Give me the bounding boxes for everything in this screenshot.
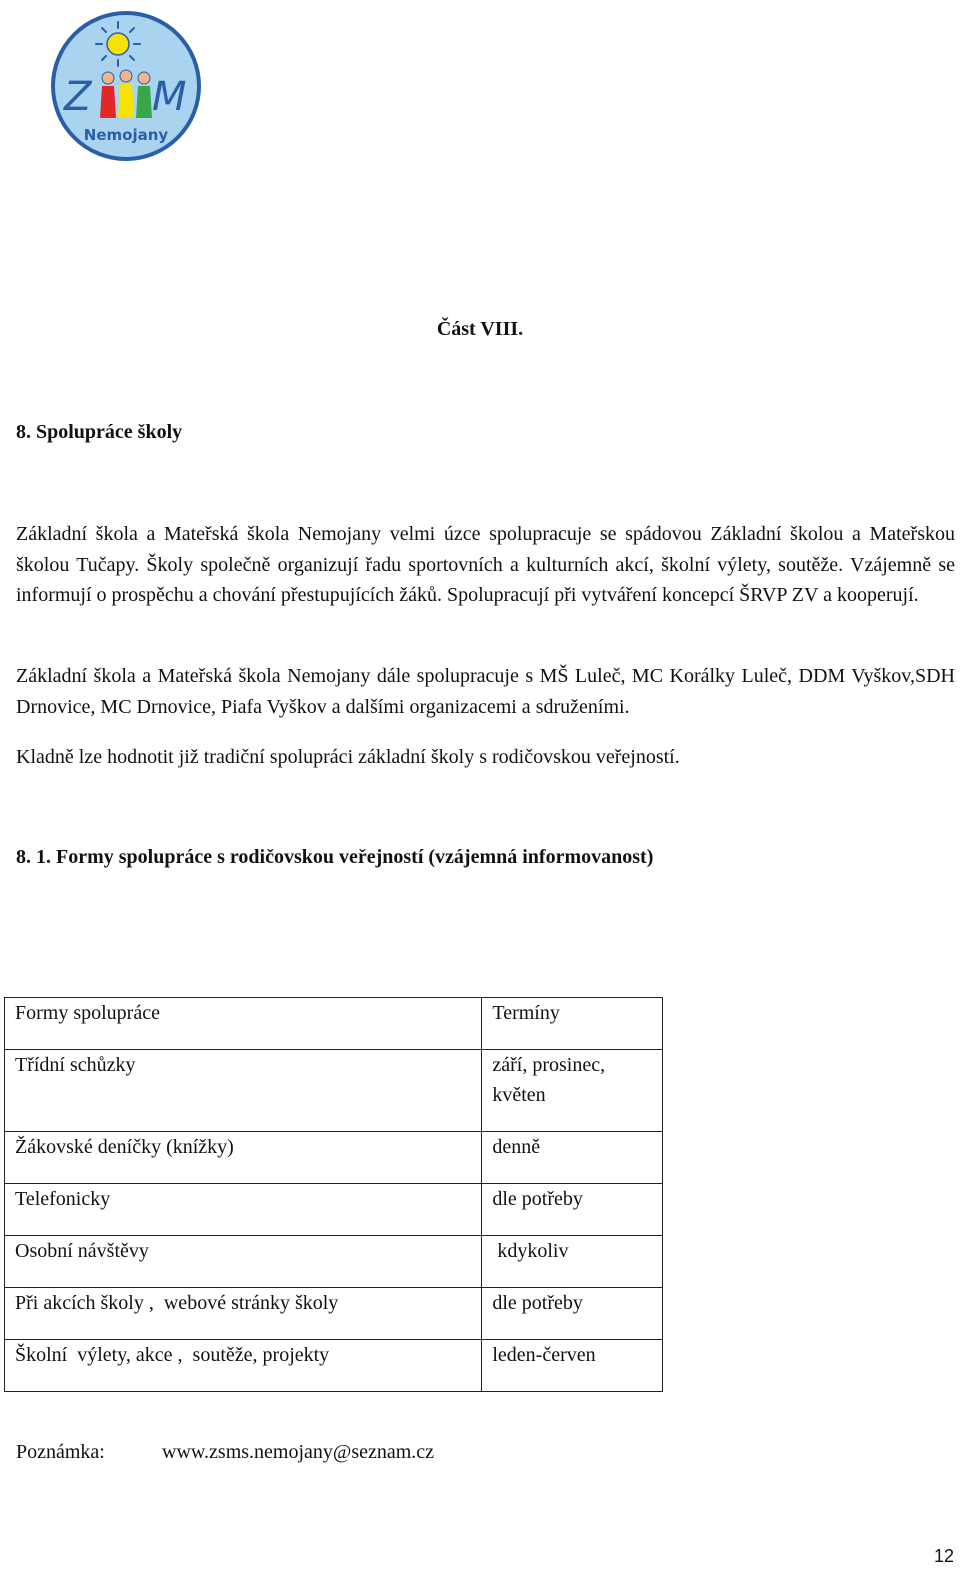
page-number: 12	[933, 1546, 954, 1566]
svg-text:Z: Z	[64, 74, 92, 120]
sun-icon	[96, 22, 140, 66]
table-cell-term: denně	[482, 1132, 663, 1184]
header-terms: Termíny	[482, 998, 663, 1050]
table-row	[5, 1132, 663, 1184]
table-cell-term: září, prosinec, květen	[482, 1050, 663, 1132]
logo-subtitle: Nemojany	[83, 126, 169, 144]
table-cell-form: Žákovské deníčky (knížky)	[5, 1132, 482, 1184]
paragraph-parents: Kladně lze hodnotit již tradiční spolupráci základní školy s rodičovskou veřejností.	[16, 746, 680, 768]
cooperation-forms-table	[4, 997, 663, 1392]
table-row	[5, 1184, 663, 1236]
table-cell-form: Telefonicky	[5, 1184, 482, 1236]
table-header-row	[5, 998, 663, 1050]
svg-text:M: M	[152, 74, 187, 120]
section-heading: 8. Spolupráce školy	[16, 421, 183, 443]
school-logo	[50, 10, 202, 162]
paragraph-other-organizations: Základní škola a Mateřská škola Nemojany dále spolupracuje s MŠ Luleč, MC Korálky Luleč, DDM Vyškov,SDH Drnovice, MC Drnovice, Piafa Vyškov a dalšími organizacemi a sdruženími.	[16, 665, 955, 718]
table-cell-form: Třídní schůzky	[5, 1050, 482, 1132]
table-cell-form: Při akcích školy , webové stránky školy	[5, 1288, 482, 1340]
table-row	[5, 1236, 663, 1288]
table-cell-term: dle potřeby	[482, 1288, 663, 1340]
note-email-link[interactable]: www.zsms.nemojany@seznam.cz	[162, 1441, 435, 1463]
table-cell-form: Osobní návštěvy	[5, 1236, 482, 1288]
part-title: Část VIII.	[436, 318, 524, 340]
table-row	[5, 1340, 663, 1392]
table-cell-term: leden-červen	[482, 1340, 663, 1392]
table-row	[5, 1288, 663, 1340]
children-figures-icon	[100, 70, 152, 118]
header-forms: Formy spolupráce	[5, 998, 482, 1050]
table-cell-term: dle potřeby	[482, 1184, 663, 1236]
table-cell-form: Školní výlety, akce , soutěže, projekty	[5, 1340, 482, 1392]
paragraph-cooperation-tucapy: Základní škola a Mateřská škola Nemojany velmi úzce spolupracuje se spádovou Základní školou a Mateřskou školou Tučapy. Školy společně organizují řadu sportovních a kulturních akcí, školní výlety, soutěže. Vzájemně se informují o prospěchu a chování přestupujících žáků. Spolupracují při vytváření koncepcí ŠRVP ZV a kooperují.	[16, 523, 955, 606]
note-label: Poznámka:	[16, 1441, 105, 1463]
table-row	[5, 1050, 663, 1132]
subsection-heading: 8. 1. Formy spolupráce s rodičovskou veřejností (vzájemná informovanost)	[16, 846, 654, 868]
table-cell-term: kdykoliv	[482, 1236, 663, 1288]
